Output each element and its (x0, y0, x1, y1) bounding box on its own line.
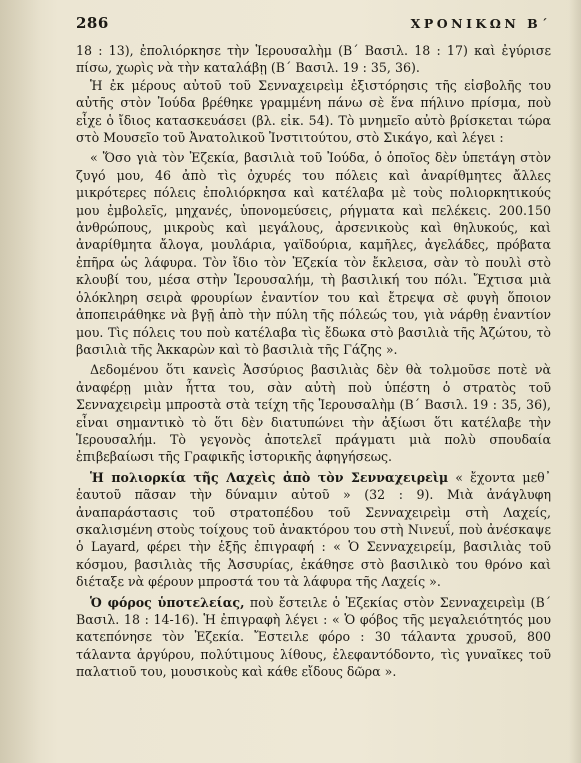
subheading-tribute: Ὁ φόρος ὑποτελείας, (90, 594, 245, 610)
running-head: ΧΡΟΝΙΚΩΝ Β΄ (410, 16, 551, 31)
edge-shadow (569, 0, 581, 763)
paragraph-1: 18 : 13), ἐπολιόρκησε τὴν Ἱερουσαλὴμ (Β΄ Βασιλ. 18 : 17) καὶ ἐγύρισε πίσω, χωρὶς νὰ τὴν καταλάβῃ (Β΄ Βασιλ. 19 : 35, 36). (76, 43, 551, 76)
page-header (76, 14, 551, 36)
paragraph-6-text: ποὺ ἔστειλε ὁ Ἐζεκίας στὸν Σενναχειρεὶμ (Β΄ Βασιλ. 18 : 14-16). Ἡ ἐπιγραφὴ λέγει : « Ὁ φόβος τῆς μεγαλειότητός μου κατεπόνησε τὸν Ἐζεκία. Ἔστειλε φόρο : 30 τάλαντα χρυσοῦ, 800 τάλαντα ἀργύρου, πολύτιμους λίθους, ἐλεφαντόδοντο, τὶς γυναῖκες τοῦ παλατιοῦ του, μουσικοὺς καὶ κάθε εἴδους δῶρα ». (76, 594, 551, 680)
paragraph-2: Ἡ ἐκ μέρους αὐτοῦ τοῦ Σενναχειρεὶμ ἐξιστόρησις τῆς εἰσβολῆς του αὐτῆς στὸν Ἰούδα βρέθηκε γραμμένη πάνω σὲ ἕνα πήλινο πρίσμα, ποὺ εἶχε ὁ ἴδιος κατασκευάσει (βλ. εἰκ. 54). Τὸ μνημεῖο αὐτὸ βρίσκεται τώρα στὸ Μουσεῖο τοῦ Ἀνατολικοῦ Ἰνστιτούτου, στὸ Σικάγο, καὶ λέγει : (76, 77, 551, 146)
paragraph-5 (76, 469, 551, 591)
paragraph-6 (76, 594, 551, 681)
paragraph-4: Δεδομένου ὅτι κανεὶς Ἀσσύριος βασιλιὰς δὲν θὰ τολμοῦσε ποτὲ νὰ ἀναφέρῃ μιὰν ἧττα του, σὰν αὐτὴ ποὺ ὑπέστη ὁ στρατὸς τοῦ Σενναχειρεὶμ μπροστὰ στὰ τείχη τῆς Ἱερουσαλὴμ (Β΄ Βασιλ. 19 : 35, 36), εἶναι σημαντικὸ τὸ ὅτι δὲν διατυπώνει τὴν ἀξίωσι ὅτι κατέλαβε τὴν Ἱερουσαλήμ. Τὸ γεγονὸς ἀποτελεῖ πράγματι μιὰ πολὺ σπουδαία ἐπιβεβαίωσι τῆς Γραφικῆς ἱστορικῆς ἀφηγήσεως. (76, 362, 551, 465)
page-body (76, 42, 551, 681)
quotation-paragraph: « Ὅσο γιὰ τὸν Ἐζεκία, βασιλιὰ τοῦ Ἰούδα, ὁ ὁποῖος δὲν ὑπετάγη στὸν ζυγό μου, 46 ἀπὸ τὶς ὀχυρές του πόλεις καὶ ἀναρίθμητες ἄλλες μικρότερες πόλεις ἐπολιόρκησα καὶ κατέλαβα μὲ τοὺς πολιορκητικούς μου ἐμβολεῖς, μηχανές, ὑπονομεύσεις, ρήγματα καὶ πελέκεις. 200.150 ἀνθρώπους, μικροὺς καὶ μεγάλους, ἀρσενικοὺς καὶ θηλυκούς, καὶ ἀναρίθμητα ἄλογα, μουλάρια, γαϊδούρια, καμῆλες, ἀγελάδες, πρόβατα ἐπῆρα ὡς λάφυρα. Τὸν ἴδιο τὸν Ἐζεκία τὸν ἔκλεισα, σὰν τὸ πουλὶ στὸ κλουβί του, μέσα στὴν Ἱερουσαλήμ, τὴ βασιλική του πόλι. Ἔχτισα μιὰ ὁλόκληρη σειρὰ φρουρίων ἐναντίον του καὶ ἔτρεψα σὲ φυγὴ ὅποιον ἀποπειράθηκε νὰ βγῇ ἀπὸ τὴν πύλη τῆς πόλεώς του, γιὰ νάρθῃ ἐναντίον μου. Τὶς πόλεις του ποὺ κατέλαβα τὶς ἔδωκα στὸ βασιλιὰ τῆς Ἀζώτου, τὸ βασιλιὰ τῆς Ἀκκαρὼν καὶ τὸ βασιλιὰ τῆς Γάζης ». (76, 150, 551, 357)
subheading-lachish: Ἡ πολιορκία τῆς Λαχεὶς ἀπὸ τὸν Σενναχειρεὶμ (90, 469, 449, 485)
page-number: 286 (76, 14, 109, 32)
gutter-shadow (0, 0, 40, 763)
paragraph-5-text: « ἔχοντα μεθ᾽ ἑαυτοῦ πᾶσαν τὴν δύναμιν αὐτοῦ » (32 : 9). Μιὰ ἀνάγλυφη ἀναπαράστασις τοῦ στρατοπέδου τοῦ Σενναχειρεὶμ στὴ Λαχείς, σκαλισμένη στοὺς τοίχους τοῦ ἀνακτόρου του στὴ Νινευΐ, ποὺ ἀνέσκαψε ὁ Layard, φέρει τὴν ἑξῆς ἐπιγραφή : « Ὁ Σενναχειρείμ, βασιλιὰς τοῦ κόσμου, βασιλιὰς τῆς Ἀσσυρίας, ἐκάθησε στὸ βασιλικὸ του θρόνο καὶ διέταξε νὰ φέρουν μπροστά του τὰ λάφυρα τῆς Λαχείς ». (76, 469, 552, 590)
